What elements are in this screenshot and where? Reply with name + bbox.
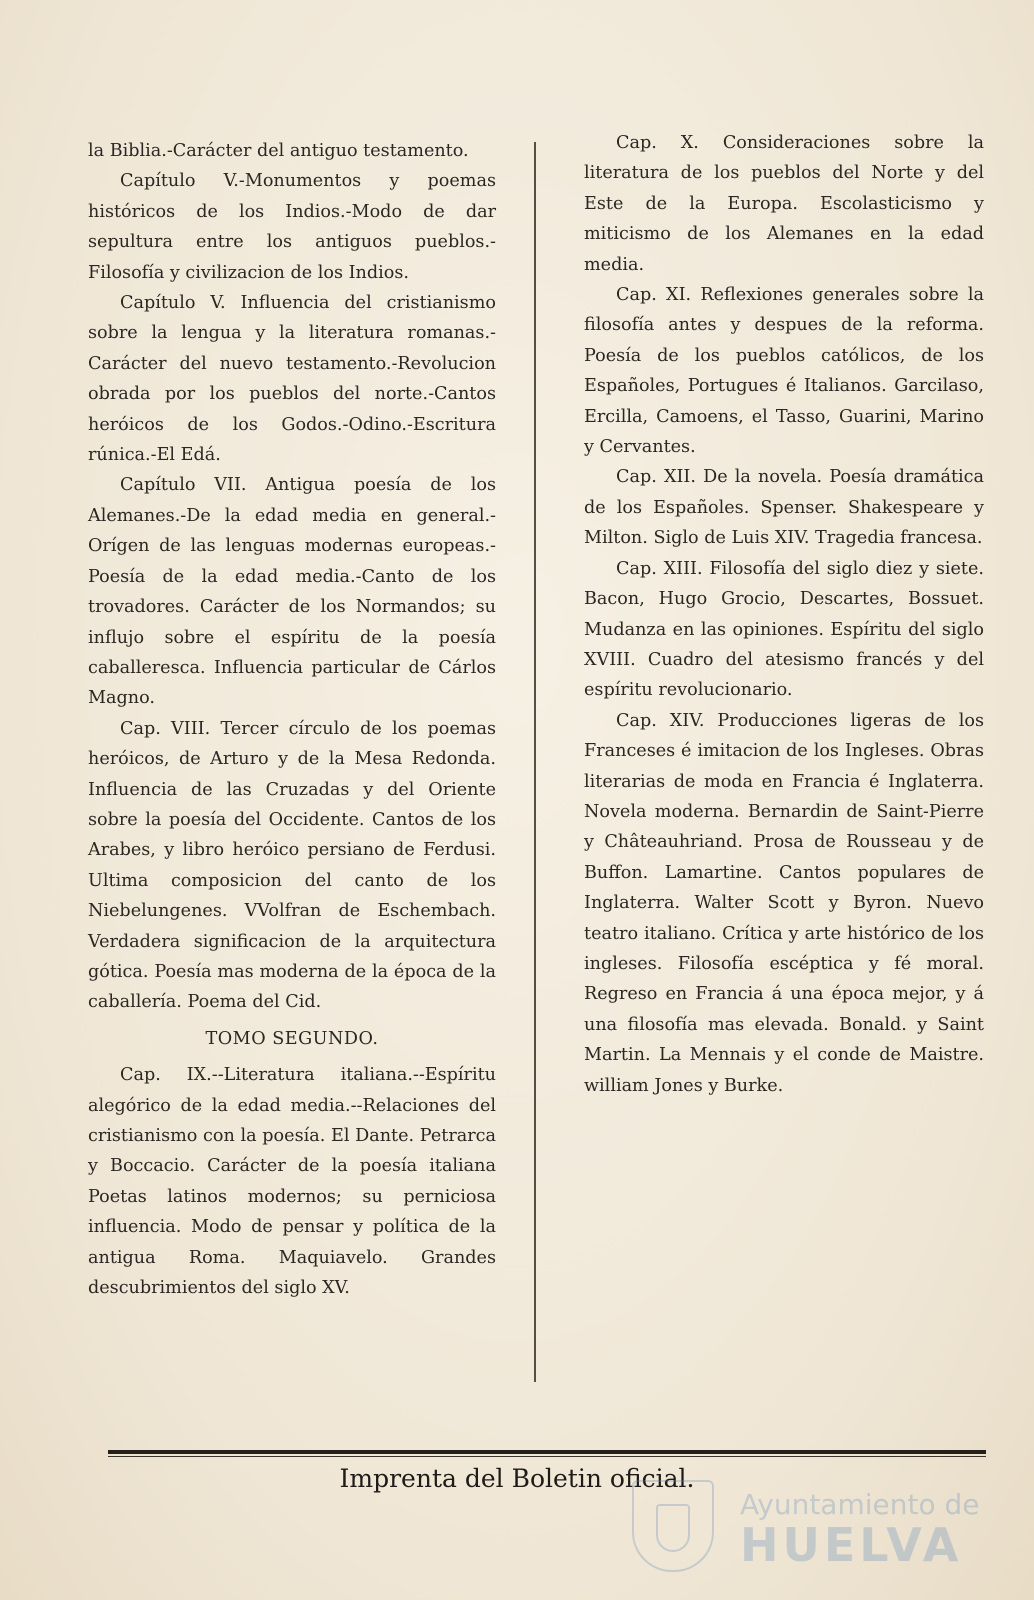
section-heading-tomo: TOMO SEGUNDO. [205, 1028, 379, 1049]
left-column [88, 136, 496, 1303]
watermark-line-2: HUELVA [740, 1518, 963, 1572]
left-paragraph-4: Capítulo VII. Antigua poesía de los Alemanes.-De la edad media en general.-Orígen de las lenguas modernas europeas.-Poesía de la edad media.-Canto de los trovadores. Carácter de los Normandos; su influjo sobre el espíritu de la poesía caballeresca. Influencia particular de Cárlos Magno. [88, 475, 496, 709]
footer-rule [108, 1450, 986, 1454]
watermark [632, 1478, 980, 1574]
column-divider [534, 142, 536, 1382]
left-paragraph-2: Capítulo V.-Monumentos y poemas históricos de los Indios.-Modo de dar sepultura entre los antiguos pueblos.-Filosofía y civilizacion de los Indios. [88, 171, 496, 283]
right-column [584, 128, 984, 1101]
right-paragraph-5: Cap. XIV. Producciones ligeras de los Franceses é imitacion de los Ingleses. Obras literarias de moda en Francia é Inglaterra. Novela moderna. Bernardin de Saint-Pierre y Châteauhriand. Prosa de Rousseau y de Buffon. Lamartine. Cantos populares de Inglaterra. Walter Scott y Byron. Nuevo teatro italiano. Crítica y arte histórico de los ingleses. Filosofía escéptica y fé moral. Regreso en Francia á una época mejor, y á una filosofía mas elevada. Bonald. y Saint Martin. La Mennais y el conde de Maistre. william Jones y Burke. [584, 710, 984, 1096]
right-paragraph-4: Cap. XIII. Filosofía del siglo diez y siete. Bacon, Hugo Grocio, Descartes, Bossuet. Mudanza en las opiniones. Espíritu del siglo XVIII. Cuadro del atesismo francés y del espíritu revolucionario. [584, 558, 984, 701]
seal-icon [632, 1480, 714, 1572]
right-paragraph-2: Cap. XI. Reflexiones generales sobre la filosofía antes y despues de la reforma. Poesía de los pueblos católicos, de los Españoles, Portugues é Italianos. Garcilaso, Ercilla, Camoens, el Tasso, Guarini, Marino y Cervantes. [584, 285, 984, 458]
left-paragraph-3: Capítulo V. Influencia del cristianismo sobre la lengua y la literatura romanas.-Carácter del nuevo testamento.-Revolucion obrada por los pueblos del norte.-Cantos heróicos de los Godos.-Odino.-Escritura rúnica.-El Edá. [88, 293, 496, 466]
right-paragraph-1: Cap. X. Consideraciones sobre la literatura de los pueblos del Norte y del Este de la Europa. Escolasticismo y miticismo de los Alemanes en la edad media. [584, 133, 984, 275]
right-paragraph-3: Cap. XII. De la novela. Poesía dramática de los Españoles. Spenser. Shakespeare y Milton. Siglo de Luis XIV. Tragedia francesa. [584, 467, 984, 549]
watermark-line-1: Ayuntamiento de [740, 1488, 980, 1521]
left-paragraph-1: la Biblia.-Carácter del antiguo testamento. [88, 141, 469, 161]
seal-inner-icon [656, 1504, 690, 1552]
left-paragraph-5: Cap. VIII. Tercer círculo de los poemas heróicos, de Arturo y de la Mesa Redonda. Influencia de las Cruzadas y del Oriente sobre la poesía del Occidente. Cantos de los Arabes, y libro heróico persiano de Ferdusi. Ultima composicion del canto de los Niebelungenes. VVolfran de Eschembach. Verdadera significacion de la arquitectura gótica. Poesía mas moderna de la época de la caballería. Poema del Cid. [88, 718, 496, 1013]
imprint-line: Imprenta del Boletin oficial. [339, 1464, 695, 1493]
footer-rule-thin [108, 1456, 986, 1457]
left-paragraph-6: Cap. IX.--Literatura italiana.--Espíritu alegórico de la edad media.--Relaciones del cristianismo con la poesía. El Dante. Petrarca y Boccacio. Carácter de la poesía italiana Poetas latinos modernos; su perniciosa influencia. Modo de pensar y política de la antigua Roma. Maquiavelo. Grandes descubrimientos del siglo XV. [88, 1065, 496, 1299]
